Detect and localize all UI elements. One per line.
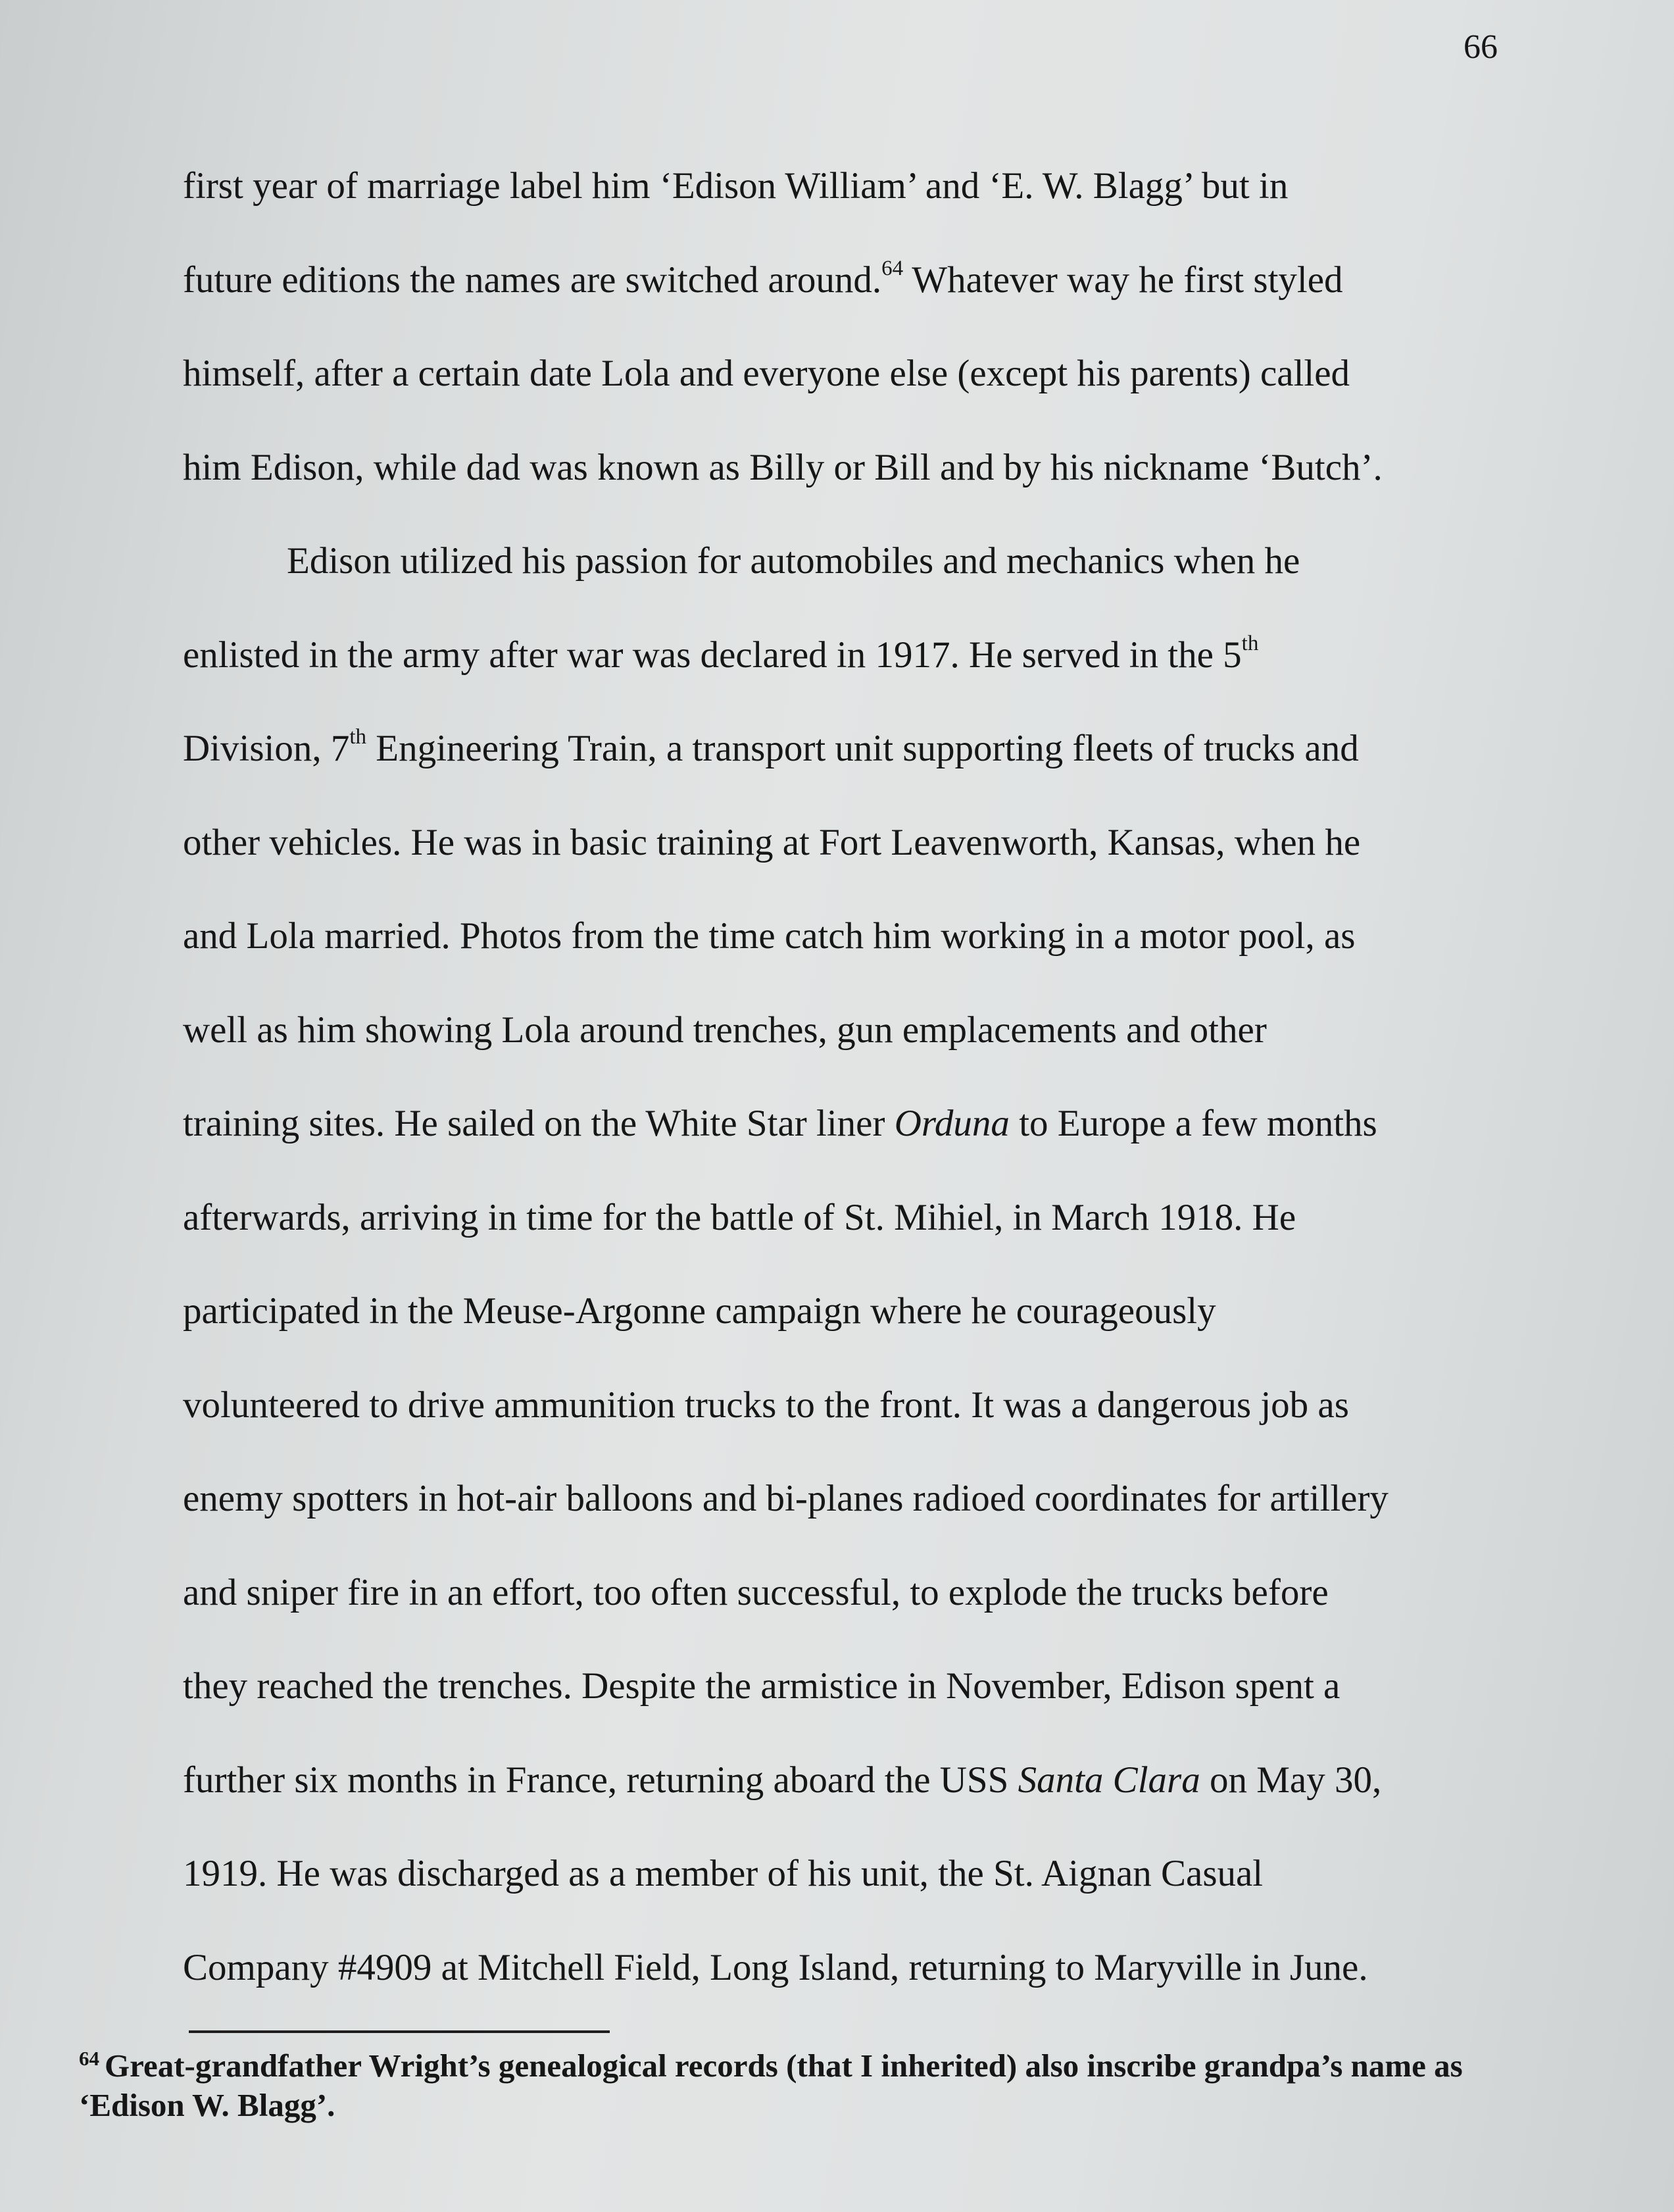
text-segment: participated in the Meuse-Argonne campaign where he courageously — [183, 1290, 1216, 1332]
text-line — [183, 702, 1505, 796]
body-text — [183, 139, 1505, 2015]
text-line — [183, 1827, 1505, 1921]
text-line — [183, 1077, 1505, 1171]
text-segment: Engineering Train, a transport unit supporting fleets of trucks and — [366, 728, 1359, 769]
text-segment: future editions the names are switched around. — [183, 259, 882, 301]
text-segment: and Lola married. Photos from the time catch him working in a motor pool, as — [183, 915, 1356, 957]
text-segment: Company #4909 at Mitchell Field, Long Island, returning to Maryville in June. — [183, 1946, 1368, 1988]
footnote-line — [79, 2046, 1526, 2086]
text-segment: volunteered to drive ammunition trucks to the front. It was a dangerous job as — [183, 1384, 1349, 1426]
text-segment: him Edison, while dad was known as Billy or Bill and by his nickname ‘Butch’. — [183, 446, 1383, 488]
text-line — [183, 1171, 1505, 1265]
footnote-text: ‘Edison W. Blagg’. — [79, 2087, 335, 2123]
text-segment: himself, after a certain date Lola and everyone else (except his parents) called — [183, 353, 1350, 394]
text-line — [183, 421, 1505, 515]
footnote-marker: 64 — [79, 2046, 99, 2070]
superscript: th — [1241, 631, 1259, 655]
text-line — [183, 1546, 1505, 1640]
italic-title: Orduna — [894, 1103, 1010, 1144]
text-line — [183, 984, 1505, 1078]
text-segment: afterwards, arriving in time for the battle of St. Mihiel, in March 1918. He — [183, 1196, 1296, 1238]
text-line — [183, 1640, 1505, 1734]
text-line — [183, 1265, 1505, 1359]
text-line — [183, 1452, 1505, 1546]
text-segment: other vehicles. He was in basic training at Fort Leavenworth, Kansas, when he — [183, 821, 1361, 863]
text-segment: on May 30, — [1200, 1759, 1382, 1801]
text-line — [183, 890, 1505, 984]
text-segment: first year of marriage label him ‘Edison William’ and ‘E. W. Blagg’ but in — [183, 165, 1289, 207]
footnote-line — [79, 2086, 1526, 2125]
text-line — [183, 139, 1505, 234]
text-segment: Whatever way he first styled — [903, 259, 1343, 301]
text-line — [183, 1921, 1505, 2015]
text-segment: training sites. He sailed on the White Star liner — [183, 1103, 895, 1144]
text-line — [183, 796, 1505, 890]
text-segment: they reached the trenches. Despite the armistice in November, Edison spent a — [183, 1665, 1341, 1707]
text-segment: well as him showing Lola around trenches, gun emplacements and other — [183, 1009, 1267, 1051]
text-segment: 1919. He was discharged as a member of his unit, the St. Aignan Casual — [183, 1853, 1264, 1894]
text-segment: enemy spotters in hot-air balloons and bi-planes radioed coordinates for artillery — [183, 1478, 1389, 1519]
footnote-text: Great-grandfather Wright’s genealogical records (that I inherited) also inscribe grandpa’s name as — [105, 2048, 1463, 2084]
superscript: th — [349, 725, 367, 749]
text-line — [183, 327, 1505, 421]
text-line — [183, 234, 1505, 328]
footnote-separator — [189, 2030, 610, 2033]
text-segment: Division, 7 — [183, 728, 350, 769]
text-segment: further six months in France, returning aboard the USS — [183, 1759, 1018, 1801]
text-line — [183, 515, 1505, 609]
text-line — [183, 1734, 1505, 1828]
footnote — [79, 2046, 1526, 2125]
text-line — [183, 1359, 1505, 1453]
text-segment: and sniper fire in an effort, too often successful, to explode the trucks before — [183, 1571, 1329, 1613]
text-segment: Edison utilized his passion for automobiles and mechanics when he — [287, 540, 1300, 582]
page-number: 66 — [1464, 28, 1498, 66]
superscript: 64 — [881, 256, 904, 280]
text-line — [183, 609, 1505, 703]
text-segment: enlisted in the army after war was declared in 1917. He served in the 5 — [183, 634, 1242, 676]
text-segment: to Europe a few months — [1009, 1103, 1377, 1144]
italic-title: Santa Clara — [1018, 1759, 1200, 1801]
